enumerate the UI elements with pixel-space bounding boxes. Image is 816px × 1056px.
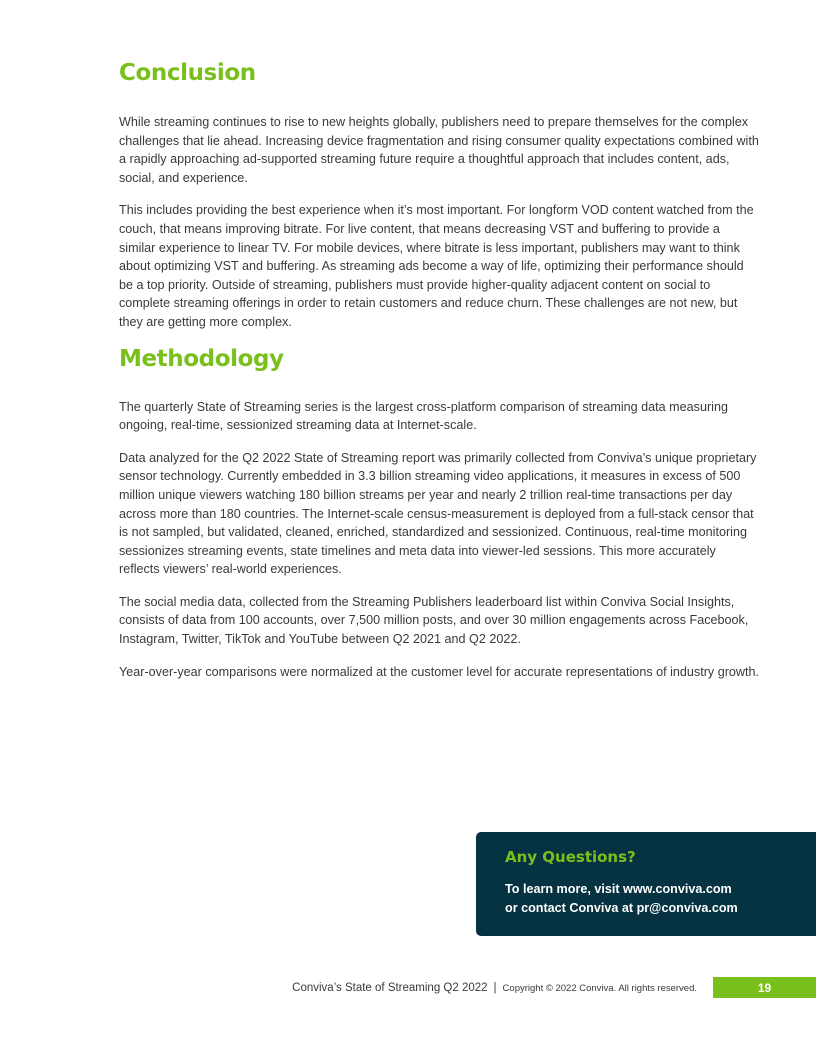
contact-website-line[interactable]: To learn more, visit www.conviva.com [505, 882, 732, 896]
conclusion-paragraph: This includes providing the best experience when it’s most important. For longform VOD content watched from the couch, that means improving bitrate. For live content, that means decreasing VST and buffering to provide a similar experience to linear TV. For mobile devices, where bitrate is less important, publishers may want to think about optimizing VST and buffering. As streaming ads become a way of life, optimizing their performance should be a top priority. Outside of streaming, publishers must provide higher-quality adjacent content on social to complete streaming offerings in order to retain customers and reduce churn. These challenges are not new, but they are getting more complex. [119, 203, 754, 329]
footer-copyright: Copyright © 2022 Conviva. All rights reserved. [502, 982, 697, 994]
methodology-paragraph: Data analyzed for the Q2 2022 State of Streaming report was primarily collected from Conviva’s unique proprietary sensor technology. Currently embedded in 3.3 billion streaming video applications, it measures in excess of 500 million unique viewers watching 180 billion streams per year and nearly 2 trillion real-time transactions per day across more than 180 countries. The Internet-scale census-measurement is deployed from a full-stack censor that is not sampled, but validated, cleaned, enriched, standardized and sessionized. Continuous, real-time monitoring sessionizes streaming events, state timelines and meta data into viewer-led sessions. This more accurately reflects viewers’ real-world experiences. [119, 450, 757, 577]
contact-title: Any Questions? [505, 848, 636, 866]
methodology-paragraph: Year-over-year comparisons were normalized at the customer level for accurate representations of industry growth. [119, 664, 760, 679]
methodology-heading: Methodology [119, 345, 284, 372]
footer-separator: | [493, 982, 497, 994]
page-number-badge [713, 977, 816, 998]
methodology-paragraph: The social media data, collected from the Streaming Publishers leaderboard list within Conviva Social Insights, consists of data from 100 accounts, over 7,500 million posts, and over 30 million engagements across Facebook, Instagram, Twitter, TikTok and YouTube between Q2 2021 and Q2 2022. [119, 594, 749, 647]
main-content [119, 60, 759, 695]
conclusion-heading: Conclusion [119, 60, 256, 86]
contact-email-line[interactable]: or contact Conviva at pr@conviva.com [505, 901, 738, 915]
footer-report-title: Conviva’s State of Streaming Q2 2022 [292, 982, 488, 994]
contact-box [476, 832, 816, 936]
page-footer [292, 978, 697, 998]
page-number: 19 [757, 980, 772, 995]
conclusion-paragraph: While streaming continues to rise to new heights globally, publishers need to prepare themselves for the complex challenges that lie ahead. Increasing device fragmentation and rising consumer quality expectations combined with a rapidly approaching ad-supported streaming future require a thoughtful approach that includes content, ads, social, and experience. [119, 115, 759, 185]
methodology-paragraph: The quarterly State of Streaming series is the largest cross-platform comparison of streaming data measuring ongoing, real-time, sessionized streaming data at Internet-scale. [119, 399, 728, 433]
